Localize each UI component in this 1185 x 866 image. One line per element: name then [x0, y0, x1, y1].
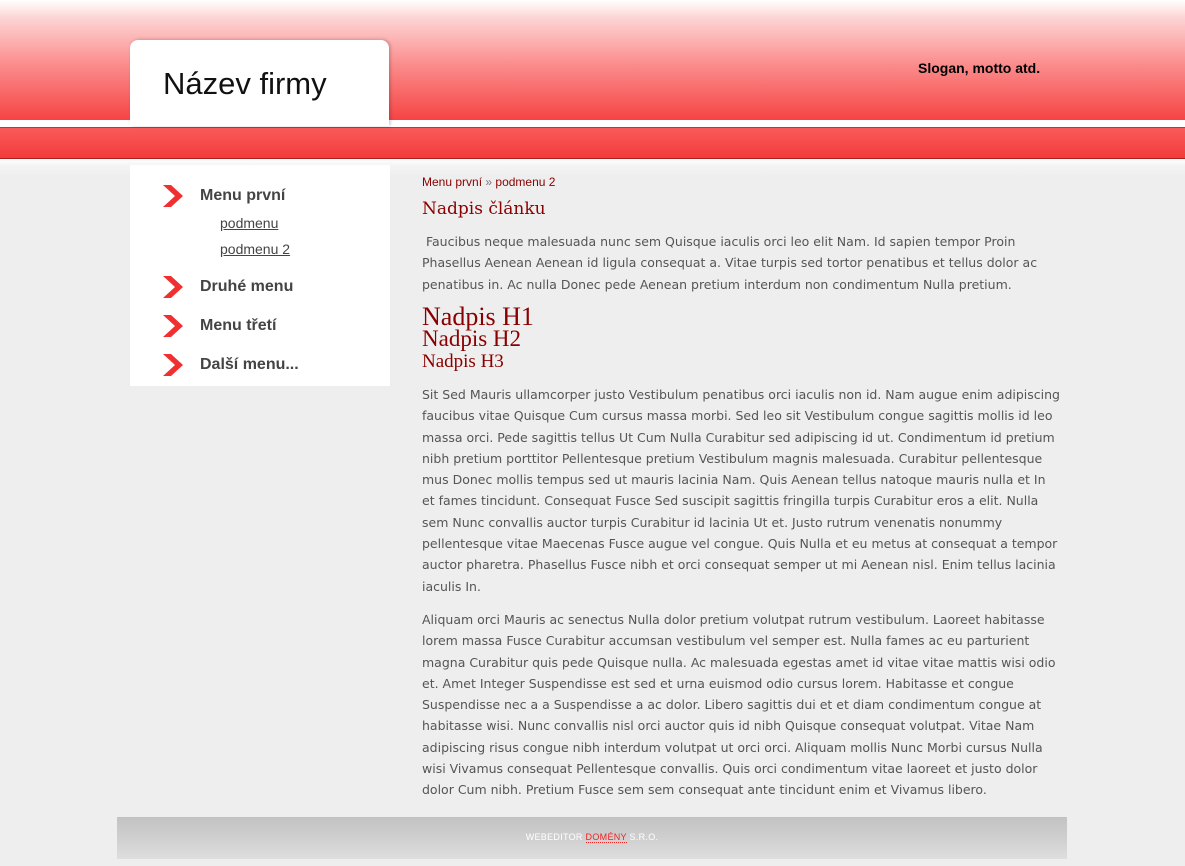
breadcrumb-separator: » — [485, 175, 493, 189]
sidebar-item-druhe-menu[interactable]: Druhé menu — [200, 278, 294, 295]
sidebar-subitem-podmenu-2[interactable]: podmenu 2 — [220, 241, 291, 257]
sidebar-item-menu-prvni[interactable]: Menu první — [200, 187, 286, 204]
footer-suffix: S.R.O. — [629, 832, 659, 842]
red-band — [0, 127, 1185, 159]
article-title: Nadpis článku — [422, 199, 546, 219]
sidebar-subitem-podmenu[interactable]: podmenu — [220, 215, 279, 231]
sidebar — [130, 165, 390, 386]
chevron-right-icon — [163, 276, 183, 298]
chevron-right-icon — [163, 315, 183, 337]
footer-prefix: WEBEDITOR — [525, 832, 583, 842]
footer-text — [117, 832, 1067, 842]
article-paragraph-2: Aliquam orci Mauris ac senectus Nulla dolor pretium volutpat rutrum vestibulum. Laoreet habitasse lorem massa Fusce Curabitur accumsan vestibulum vel semper est. Nulla fames ac eu parturient magna Curabitur quis pede Quisque nulla. Ac malesuada egestas amet id vitae vitae mattis wisi odio et. Amet Integer Suspendisse est sed et urna euismod odio cursus lorem. Habitasse et congue Suspendisse nec a a Suspendisse a ac dolor. Libero sagittis dui et et diam condimentum congue at habitasse wisi. Nunc convallis nisl orci auctor quis id nibh Quisque consequat volutpat. Vitae Nam adipiscing risus congue nibh interdum volutpat ut orci orci. Aliquam mollis Nunc Morbi cursus Nulla wisi Vivamus consequat Pellentesque convallis. Quis orci condimentum vitae laoreet et justo dolor dolor Cum nibh. Pretium Fusce sem sem consequat ante tincidunt enim et Vivamus libero. — [422, 612, 1056, 798]
breadcrumb-link-menu-prvni[interactable]: Menu první — [422, 175, 483, 189]
slogan: Slogan, motto atd. — [918, 60, 1041, 76]
breadcrumb-link-podmenu-2[interactable]: podmenu 2 — [495, 175, 556, 189]
chevron-right-icon — [163, 354, 183, 376]
sidebar-item-menu-treti[interactable]: Menu třetí — [200, 317, 277, 334]
breadcrumb — [422, 175, 555, 189]
heading-h3: Nadpis H3 — [422, 351, 504, 372]
logo-box[interactable] — [130, 40, 389, 126]
sidebar-item-dalsi-menu[interactable]: Další menu... — [200, 356, 299, 373]
footer — [117, 817, 1067, 859]
article-paragraph-1: Sit Sed Mauris ullamcorper justo Vestibulum penatibus orci iaculis non id. Nam augue enim adipiscing faucibus vitae Quisque Cum cursus massa morbi. Sed leo sit Vestibulum congue sagittis mollis id leo massa orci. Pede sagittis tellus Ut Cum Nulla Curabitur sed adipiscing id ut. Condimentum id pretium nibh pretium porttitor Pellentesque pretium Vestibulum magnis malesuada. Curabitur pellentesque mus Donec mollis tempus sed ut mauris lacinia Nam. Quis Aenean tellus natoque mauris nulla et In et fames tincidunt. Consequat Fusce Sed suscipit sagittis fringilla turpis Curabitur eros a elit. Nulla sem Nunc convallis auctor turpis Curabitur id lacinia Ut et. Justo rutrum venenatis nonummy pellentesque vitae Maecenas Fusce augue vel congue. Quis Nulla et eu metus at consequat a tempor auctor pharetra. Phasellus Fusce nibh et orci consequat semper ut mi Aenean nisl. Enim tellus lacinia iaculis In. — [422, 387, 1060, 594]
company-name[interactable]: Název firmy — [163, 66, 327, 101]
footer-domeny-link[interactable]: DOMÉNY — [585, 832, 627, 842]
chevron-right-icon — [163, 185, 183, 207]
article-intro: Faucibus neque malesuada nunc sem Quisque iaculis orci leo elit Nam. Id sapien tempor Proin Phasellus Aenean Aenean id ligula consequat a. Vitae turpis sed tortor penatibus et tellus dolor ac penatibus in. Ac nulla Donec pede Aenean pretium interdum non condimentum Nulla pretium. — [422, 234, 1042, 292]
heading-h1: Nadpis H1 — [422, 302, 534, 331]
heading-h2: Nadpis H2 — [422, 326, 522, 351]
